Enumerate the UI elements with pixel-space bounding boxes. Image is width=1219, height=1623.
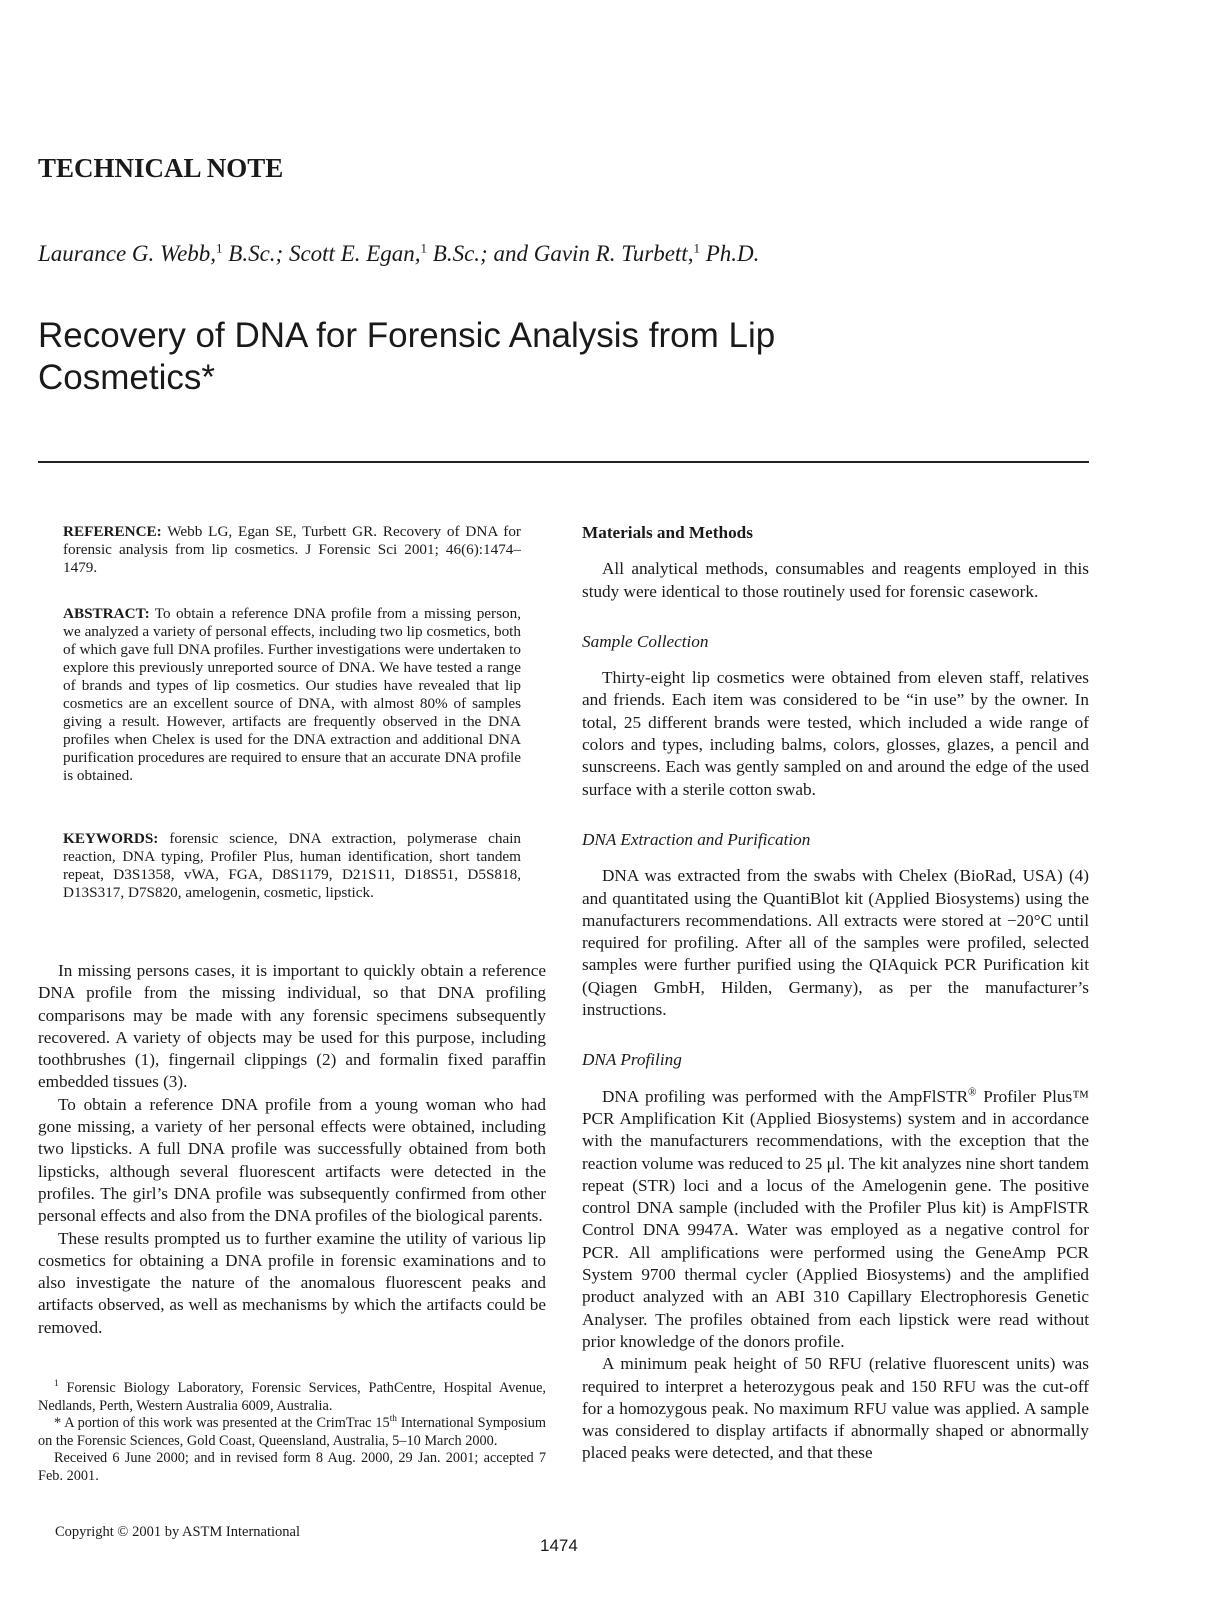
footnotes: [38, 1380, 546, 1486]
profiling-text: Profiler Plus™ PCR Amplification Kit (Applied Biosystems) system and in accordance with the manufacturers recommendations, with the exception that the reaction volume was reduced to 25 μl. The kit analyzes nine short tandem repeat (STR) loci and a locus of the Amelogenin gene. The positive control DNA sample (included with the Profiler Plus kit) is AmpFlSTR Control DNA 9947A. Water was employed as a negative control for PCR. All amplifications were performed using the GeneAmp PCR System 9700 thermal cycler (Applied Biosystems) and the amplified product analyzed with an ABI 310 Capillary Electrophoresis Genetic Analyser. The profiles obtained from each lipstick were read without prior knowledge of the donors profile.: [582, 1086, 1089, 1351]
page-number: 1474: [540, 1536, 578, 1555]
profiling-paragraph: A minimum peak height of 50 RFU (relative fluorescent units) was required to interpret a heterozygous peak and 150 RFU was the cut-off for a homozygous peak. No maximum RFU value was applied. A sample was considered to display artifacts if abnormally shaped or abnormally placed peaks were detected, and that these: [582, 1354, 1089, 1463]
keywords-label: KEYWORDS:: [63, 830, 159, 847]
intro-paragraph: These results prompted us to further examine the utility of various lip cosmetics for obtaining a DNA profile in forensic examinations and to also investigate the nature of the anomalous fluorescent peaks and artifacts observed, as well as mechanisms by which the artifacts could be removed.: [38, 1228, 546, 1337]
affiliation-mark: 1: [216, 240, 223, 256]
profiling-paragraph: [582, 1086, 1089, 1354]
author-name: Laurance G. Webb,: [38, 241, 217, 266]
profiling-text: DNA profiling was performed with the AmpFlSTR: [602, 1086, 969, 1106]
sample-collection-paragraph: Thirty-eight lip cosmetics were obtained from eleven staff, relatives and friends. Each item was considered to be “in use” by the owner. In total, 25 different brands were tested, which included a wide range of colors and types, including balms, colors, glosses, glazes, a pencil and sunscreens. Each was gently sampled on and around the edge of the used surface with a sterile cotton swab.: [582, 668, 1089, 799]
footnote-text: * A portion of this work was presented at the CrimTrac 15: [54, 1415, 390, 1432]
section-label: TECHNICAL NOTE: [38, 153, 284, 183]
sample-collection-heading: Sample Collection: [582, 631, 709, 651]
intro-paragraph: In missing persons cases, it is important to quickly obtain a reference DNA profile from the missing individual, so that DNA profiling comparisons may be made with any forensic specimens subsequently recovered. A variety of objects may be used for this purpose, including toothbrushes (1), fingernail clippings (2) and formalin fixed paraffin embedded tissues (3).: [38, 961, 546, 1092]
keywords-text: forensic science, DNA extraction, polymerase chain reaction, DNA typing, Profiler Plus, human identification, short tandem repeat, D3S1358, vWA, FGA, D8S1179, D21S11, D18S51, D5S818, D13S317, D7S820, amelogenin, cosmetic, lipstick.: [63, 830, 522, 901]
title-rule: [38, 461, 1089, 463]
reference-text: Webb LG, Egan SE, Turbett GR. Recovery of DNA for forensic analysis from lip cosmetics. J Forensic Sci 2001; 46(6):1474–1479.: [63, 523, 521, 576]
reference-label: REFERENCE:: [63, 523, 162, 540]
registered-mark: ®: [968, 1085, 977, 1098]
presentation-footnote: [38, 1415, 546, 1450]
keywords-block: [63, 830, 521, 902]
author-degree: Ph.D.: [699, 241, 760, 266]
left-column-body: [38, 960, 546, 1339]
author-degree: B.Sc.; and: [427, 241, 534, 266]
author-list: [38, 241, 759, 267]
extraction-paragraph: DNA was extracted from the swabs with Chelex (BioRad, USA) (4) and quantitated using the QuantiBlot kit (Applied Biosystems) using the manufacturers recommendations. All extracts were stored at −20°C until required for profiling. After all of the samples were profiled, selected samples were further purified using the QIAquick PCR Purification kit (Qiagen GmbH, Hilden, Germany), as per the manufacturer’s instructions.: [582, 866, 1089, 1020]
ordinal-sup: th: [389, 1414, 397, 1425]
author-name: Scott E. Egan,: [288, 241, 421, 266]
author-degree: B.Sc.;: [222, 241, 289, 266]
abstract-block: [63, 605, 521, 785]
intro-paragraph: To obtain a reference DNA profile from a young woman who had gone missing, a variety of her personal effects were obtained, including two lipsticks. A full DNA profile was successfully obtained from both lipsticks, although several fluorescent artifacts were detected in the profiles. The girl’s DNA profile was subsequently confirmed from other personal effects and also from the DNA profiles of the biological parents.: [38, 1094, 546, 1226]
received-footnote: Received 6 June 2000; and in revised form 8 Aug. 2000, 29 Jan. 2001; accepted 7 Feb. 2001.: [38, 1450, 546, 1484]
affiliation-mark: 1: [54, 1379, 59, 1390]
footnote-text: International Symposium on the Forensic Sciences, Gold Coast, Queensland, Australia, 5–10 March 2000.: [38, 1415, 546, 1449]
profiling-heading: DNA Profiling: [582, 1050, 682, 1070]
affiliation-text: Forensic Biology Laboratory, Forensic Services, PathCentre, Hospital Avenue, Nedlands, Perth, Western Australia 6009, Australia.: [38, 1380, 546, 1414]
abstract-label: ABSTRACT:: [63, 605, 150, 622]
paper-title: Recovery of DNA for Forensic Analysis from Lip Cosmetics*: [38, 316, 776, 397]
abstract-text: To obtain a reference DNA profile from a missing person, we analyzed a variety of personal effects, including two lip cosmetics, both of which gave full DNA profiles. Further investigations were undertaken to explore this previously unreported source of DNA. We have tested a range of brands and types of lip cosmetics. Our studies have revealed that lip cosmetics are an excellent source of DNA, with almost 80% of samples giving a result. However, artifacts are frequently observed in the DNA profiles when Chelex is used for the DNA extraction and additional DNA purification procedures are required to ensure that an accurate DNA profile is obtained.: [63, 605, 521, 784]
right-column-body: [582, 522, 1089, 1465]
extraction-heading: DNA Extraction and Purification: [582, 829, 811, 849]
affiliation-mark: 1: [693, 240, 700, 256]
copyright: Copyright © 2001 by ASTM International: [55, 1524, 301, 1540]
reference-block: [63, 523, 521, 577]
methods-heading: Materials and Methods: [582, 523, 753, 542]
methods-paragraph: All analytical methods, consumables and reagents employed in this study were identical to those routinely used for forensic casework.: [582, 559, 1089, 601]
affiliation-footnote: [38, 1380, 546, 1415]
author-name: Gavin R. Turbett,: [533, 241, 694, 266]
affiliation-mark: 1: [420, 240, 428, 256]
